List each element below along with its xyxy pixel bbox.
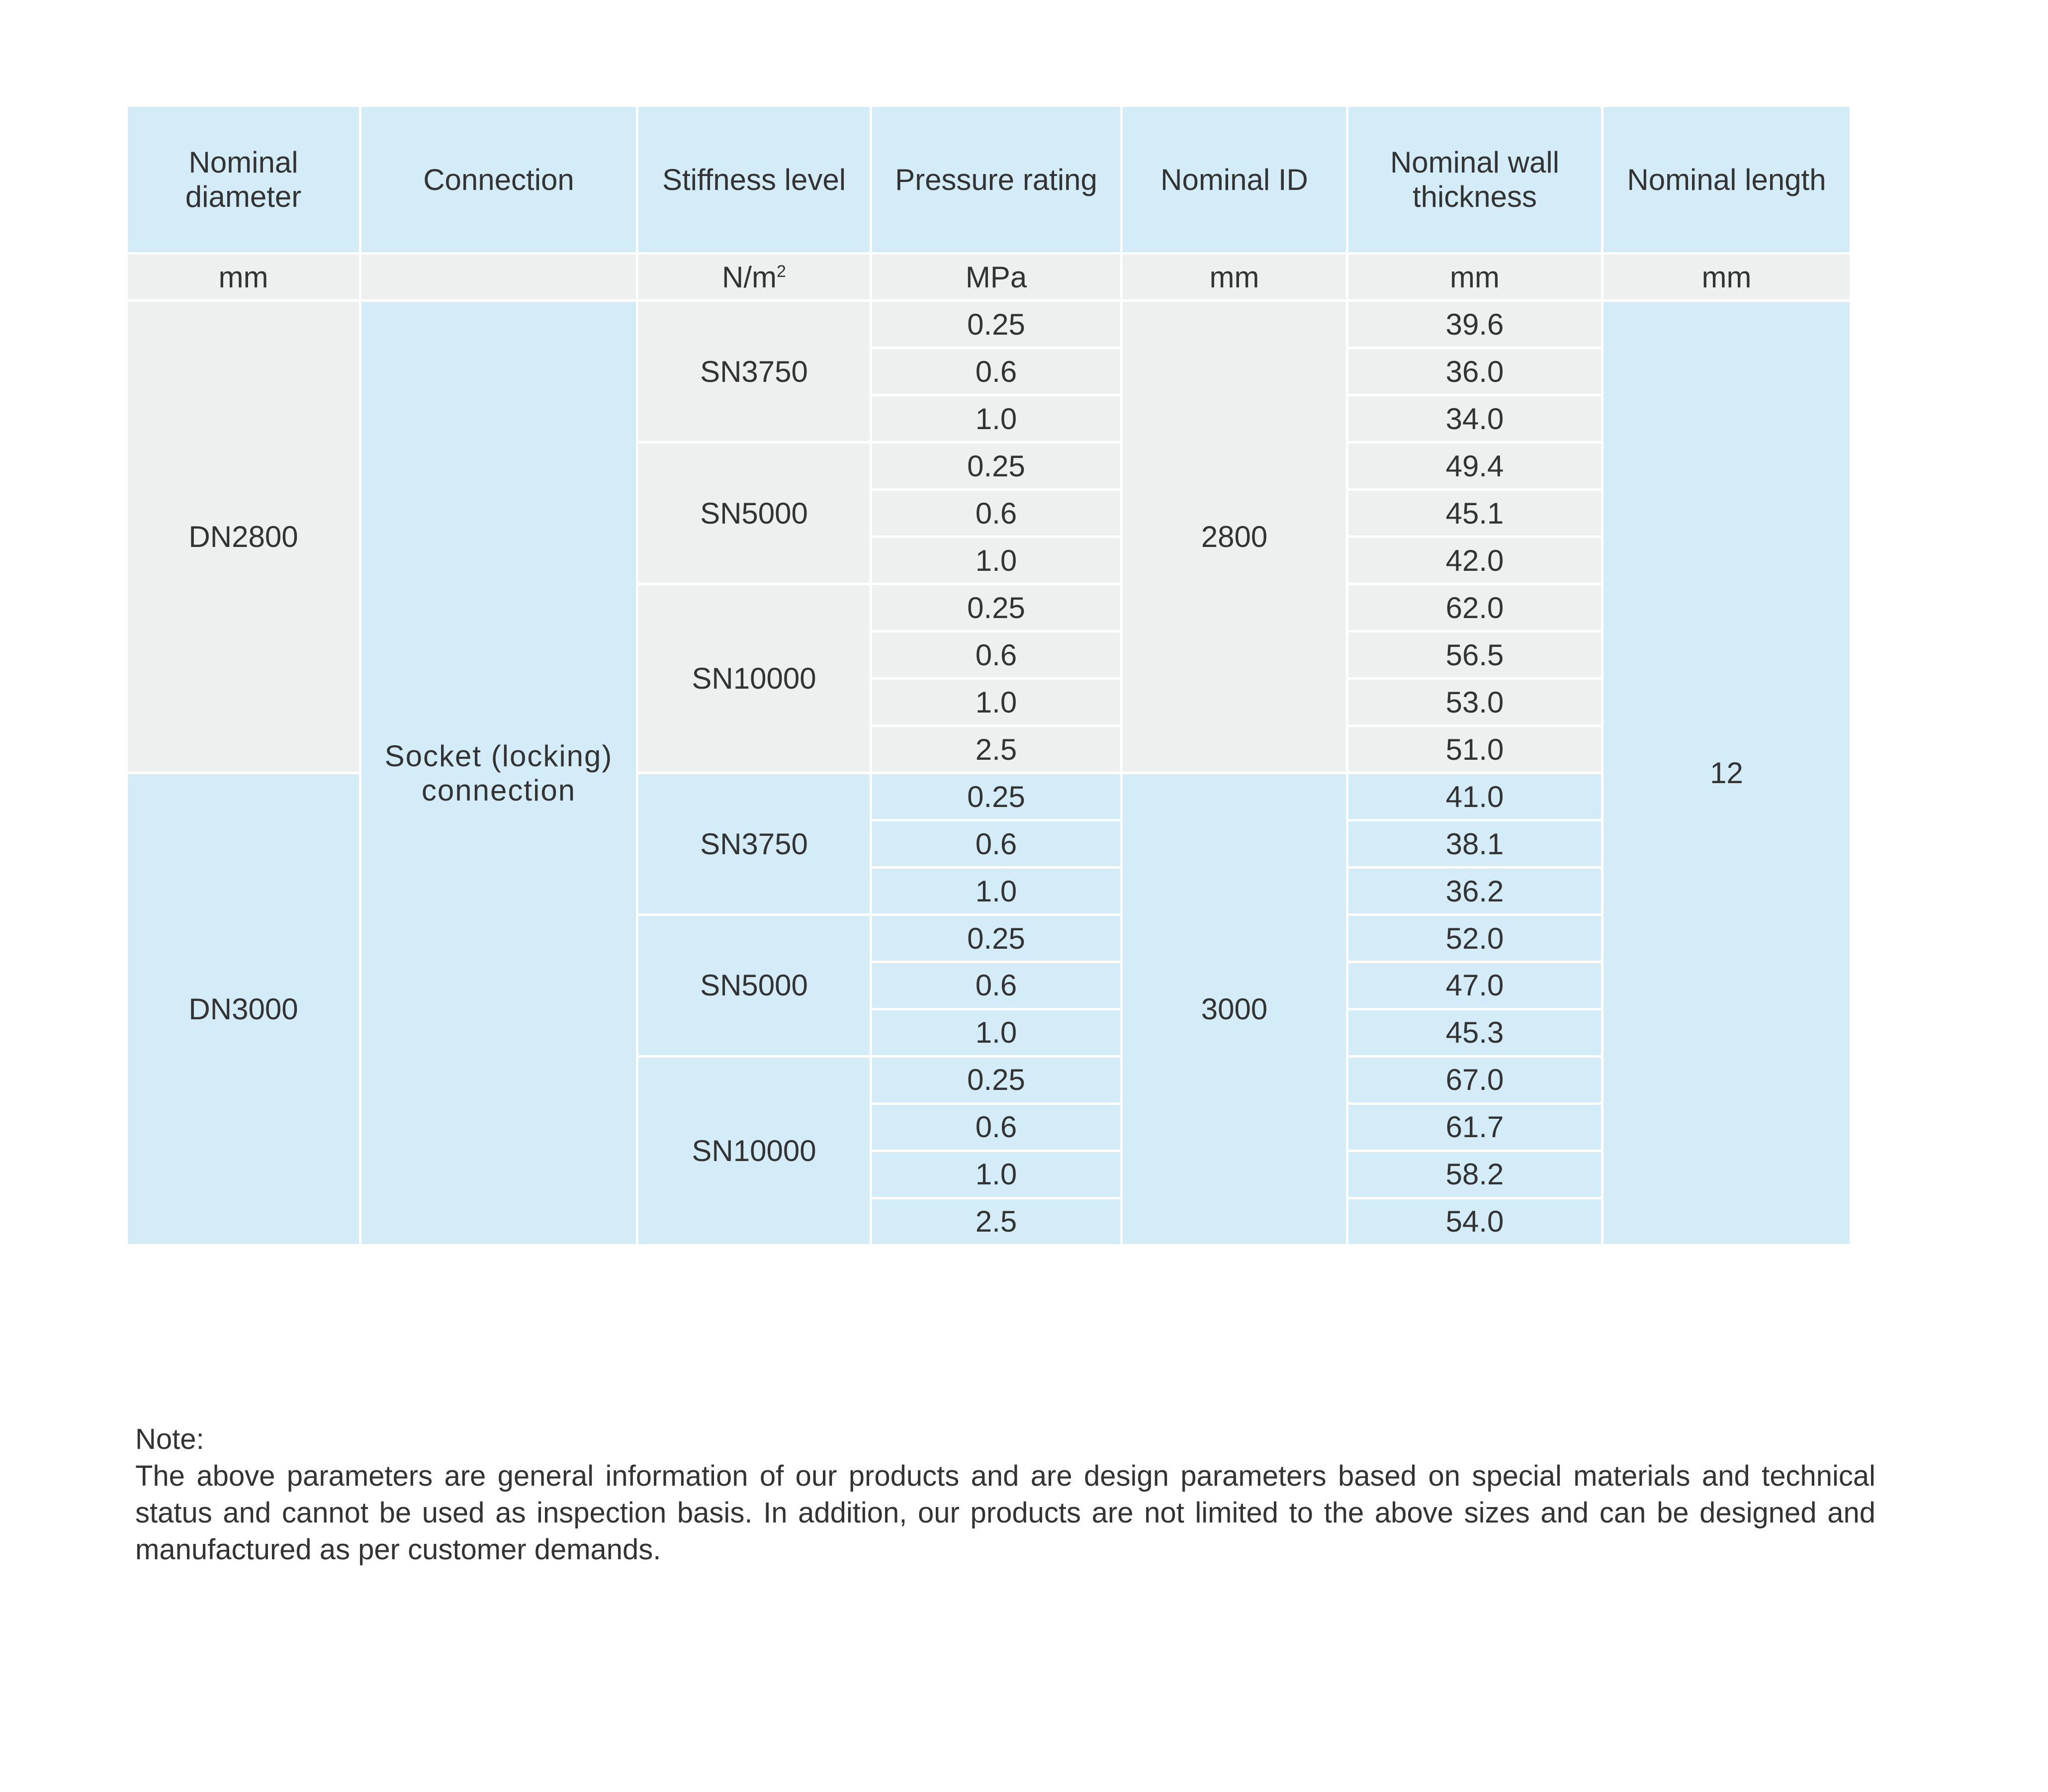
wall-thickness-cell: 52.0 [1347, 915, 1603, 962]
unit-stiffness-exponent: 2 [777, 262, 786, 281]
pressure-rating-cell: 0.6 [871, 348, 1122, 395]
unit-nominal-wall-thickness: mm [1347, 254, 1603, 301]
spec-table-grid [125, 104, 1852, 1247]
unit-nominal-diameter: mm [127, 254, 360, 301]
wall-thickness-cell: 56.5 [1347, 631, 1603, 679]
nominal-length-cell: 12 [1603, 301, 1851, 1246]
pressure-rating-cell: 0.6 [871, 1103, 1122, 1151]
header-nominal-id: Nominal ID [1122, 106, 1347, 254]
wall-thickness-cell: 53.0 [1347, 679, 1603, 726]
nominal-diameter-cell: DN2800 [127, 301, 360, 773]
header-connection: Connection [360, 106, 637, 254]
stiffness-level-cell: SN3750 [637, 301, 871, 443]
note-title: Note: [135, 1423, 204, 1455]
pressure-rating-cell: 1.0 [871, 868, 1122, 915]
pressure-rating-cell: 1.0 [871, 1151, 1122, 1198]
pressure-rating-cell: 0.6 [871, 631, 1122, 679]
wall-thickness-cell: 54.0 [1347, 1198, 1603, 1245]
wall-thickness-cell: 51.0 [1347, 726, 1603, 773]
pressure-rating-cell: 1.0 [871, 537, 1122, 584]
units-row [127, 254, 1851, 301]
wall-thickness-cell: 47.0 [1347, 962, 1603, 1009]
wall-thickness-cell: 36.0 [1347, 348, 1603, 395]
wall-thickness-cell: 49.4 [1347, 443, 1603, 490]
pressure-rating-cell: 0.25 [871, 915, 1122, 962]
pressure-rating-cell: 2.5 [871, 726, 1122, 773]
unit-pressure-rating: MPa [871, 254, 1122, 301]
pressure-rating-cell: 0.25 [871, 584, 1122, 631]
stiffness-level-cell: SN10000 [637, 1056, 871, 1245]
pressure-rating-cell: 0.25 [871, 443, 1122, 490]
wall-thickness-cell: 62.0 [1347, 584, 1603, 631]
wall-thickness-cell: 36.2 [1347, 868, 1603, 915]
header-stiffness-level: Stiffness level [637, 106, 871, 254]
wall-thickness-cell: 67.0 [1347, 1056, 1603, 1103]
unit-connection [360, 254, 637, 301]
header-nominal-length: Nominal length [1603, 106, 1851, 254]
stiffness-level-cell: SN5000 [637, 443, 871, 584]
header-nominal-wall-thickness: Nominal wall thickness [1347, 106, 1603, 254]
pressure-rating-cell: 0.6 [871, 820, 1122, 868]
unit-stiffness-level [637, 254, 871, 301]
pressure-rating-cell: 2.5 [871, 1198, 1122, 1245]
nominal-id-cell: 3000 [1122, 773, 1347, 1246]
header-row [127, 106, 1851, 254]
wall-thickness-cell: 41.0 [1347, 773, 1603, 820]
wall-thickness-cell: 45.3 [1347, 1009, 1603, 1056]
wall-thickness-cell: 38.1 [1347, 820, 1603, 868]
note-section [135, 1421, 1875, 1568]
unit-nominal-id: mm [1122, 254, 1347, 301]
wall-thickness-cell: 39.6 [1347, 301, 1603, 348]
pressure-rating-cell: 1.0 [871, 1009, 1122, 1056]
unit-stiffness-base: N/m [722, 260, 777, 294]
header-pressure-rating: Pressure rating [871, 106, 1122, 254]
pipe-spec-table [125, 104, 1850, 1247]
stiffness-level-cell: SN5000 [637, 915, 871, 1057]
wall-thickness-cell: 45.1 [1347, 490, 1603, 537]
header-nominal-diameter: Nominal diameter [127, 106, 360, 254]
connection-cell: Socket (locking) connection [360, 301, 637, 1246]
pressure-rating-cell: 0.6 [871, 490, 1122, 537]
wall-thickness-cell: 58.2 [1347, 1151, 1603, 1198]
wall-thickness-cell: 42.0 [1347, 537, 1603, 584]
wall-thickness-cell: 61.7 [1347, 1103, 1603, 1151]
pressure-rating-cell: 0.25 [871, 1056, 1122, 1103]
pressure-rating-cell: 0.25 [871, 773, 1122, 820]
table-row [127, 301, 1851, 348]
unit-nominal-length: mm [1603, 254, 1851, 301]
nominal-diameter-cell: DN3000 [127, 773, 360, 1246]
stiffness-level-cell: SN3750 [637, 773, 871, 915]
pressure-rating-cell: 1.0 [871, 679, 1122, 726]
note-body: The above parameters are general information of our products and are design parameters based on special materials and technical status and cannot be used as inspection basis. In addition, our products are not limited to the above sizes and can be designed and manufactured as per customer demands. [135, 1460, 1875, 1566]
stiffness-level-cell: SN10000 [637, 584, 871, 773]
wall-thickness-cell: 34.0 [1347, 395, 1603, 443]
nominal-id-cell: 2800 [1122, 301, 1347, 773]
pressure-rating-cell: 0.25 [871, 301, 1122, 348]
pressure-rating-cell: 1.0 [871, 395, 1122, 443]
pressure-rating-cell: 0.6 [871, 962, 1122, 1009]
